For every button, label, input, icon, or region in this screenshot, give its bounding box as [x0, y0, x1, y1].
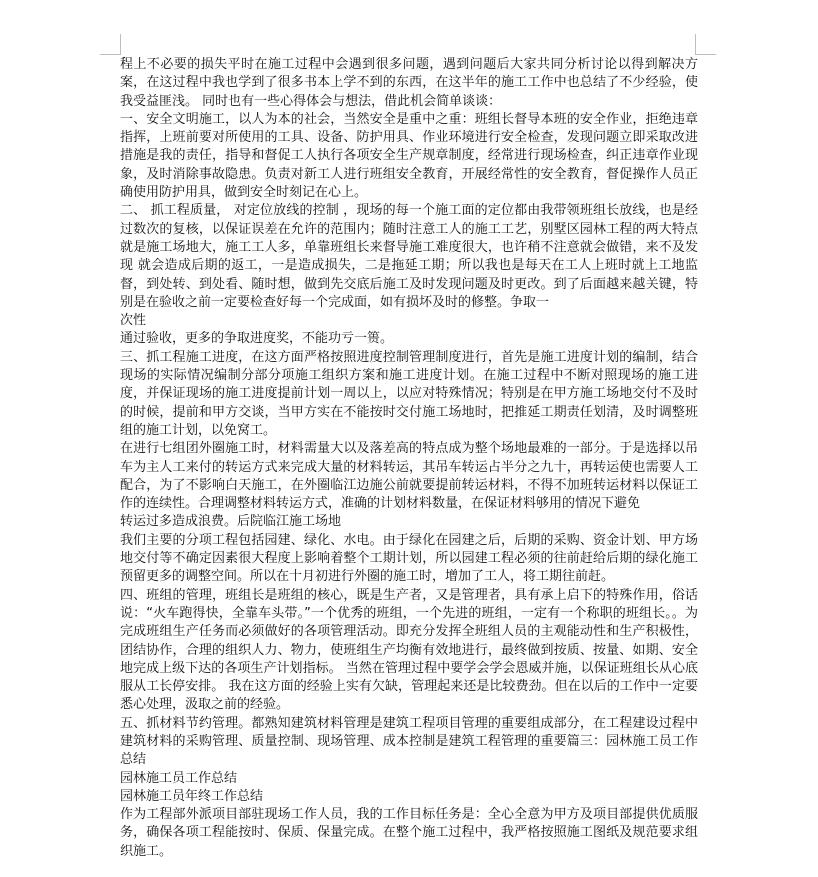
paragraph-material-saving: 五、抓材料节约管理。都熟知建筑材料管理是建筑工程项目管理的重要组成部分，在工程建设过程中建筑材料的采购管理、质量控制、现场管理、成本控制是建筑工程管理的重要篇三：园林施工员工作总结: [120, 715, 698, 768]
document-body: [120, 56, 698, 861]
paragraph-material-transport: 在进行七组团外圈施工时，材料需量大以及落差高的特点成为整个场地最难的一部分。于是选择以吊车为主人工来付的转运方式来完成大量的材料转运，其吊车转运占半分之九十，再转运使也需要人工配合，为了不影响白天施工，在外圈临江边施公前就要提前转运材料，不得不加班转运材料以保证工作的连续性。合理调整材料转运方式，准确的计划材料数量，在保证材料够用的情况下避免: [120, 441, 698, 512]
crop-mark-top-left: [100, 34, 121, 55]
paragraph-schedule: 三、抓工程施工进度，在这方面严格按照进度控制管理制度进行，首先是施工进度计划的编制，结合现场的实际情况编制分部分项施工组织方案和施工进度计划。在施工过程中不断对照现场的施工进度，并保证现场的施工进度提前计划一周以上，以应对特殊情况；特别是在甲方施工场地交付不及时的时候，提前和甲方交谈，当甲方实在不能按时交付施工场地时，把推延工期责任划清，及时调整班组的施工计划，以免窝工。: [120, 349, 698, 438]
paragraph-subprojects: 我们主要的分项工程包括园建、绿化、水电。由于绿化在园建之后，后期的采购、资金计划、甲方场地交付等不确定因素很大程度上影响着整个工期计划，所以园建工程必须的往前赶给后期的绿化施工预留更多的调整空间。所以在十月初进行外圈的施工时，增加了工人，将工期往前赶。: [120, 532, 698, 585]
paragraph-acceptance: 通过验收，更多的争取进度奖，不能功亏一篑。: [120, 331, 394, 347]
heading-work-summary: 园林施工员工作总结: [120, 770, 238, 786]
paragraph-team-management: 四、班组的管理，班组长是班组的核心，既是生产者，又是管理者，具有承上启下的特殊作用，俗话说：“火车跑得快，全靠车头带。”一个优秀的班组，一个先进的班组，一定有一个称职的班组长。。为完成班组生产任务而必须做好的各项管理活动。即充分发挥全班组人员的主观能动性和生产积极性，团结协作，合理的组织人力、物力，使班组生产均衡有效地进行，最终做到按质、按量、如期、安全地完成上级下达的各项生产计划指标。 当然在管理过程中要学会学会恩威并施，以保证班组长从心底服从工长停安排。 我在这方面的经验上实有欠缺，管理起来还是比较费劲。但在以后的工作中一定要悉心处理，汲取之前的经验。: [120, 587, 698, 713]
paragraph-safety: 一、安全文明施工，以人为本的社会，当然安全是重中之重：班组长督导本班的安全作业，拒绝违章指挥，上班前要对所使用的工具、设备、防护用具、作业环境进行安全检查，发现问题立即采取改进措施是我的责任，指导和督促工人执行各项安全生产规章制度，经常进行现场检查，纠正违章作业现象，及时消除事故隐患。负责对新工人进行班组安全教育，开展经常性的安全教育，督促操作人员正确使用防护用具，做到安全时刻记在心上。: [120, 111, 698, 201]
paragraph-intro: 程上不必要的损失平时在施工过程中会遇到很多问题，遇到问题后大家共同分析讨论以得到解决方案，在这过程中我也学到了很多书本上学不到的东西，在这半年的施工工作中也总结了不少经验，使我受益匪浅。 同时也有一些心得体会与想法，借此机会简单谈谈：: [120, 57, 698, 109]
paragraph-fragment-once: 次性: [120, 313, 147, 329]
heading-annual-summary: 园林施工员年终工作总结: [120, 788, 264, 804]
crop-mark-top-right: [695, 34, 716, 55]
paragraph-fragment-waste: 转运过多造成浪费。后院临江施工场地: [120, 514, 342, 530]
paragraph-quality: 二、 抓工程质量， 对定位放线的控制 ，现场的每一个施工面的定位都由我带领班组长放线，也是经过数次的复核，以保证误差在允许的范围内；随时注意工人的施工工艺，别墅区园林工程的两大特点就是施工场地大，施工工人多，单靠班组长来督导施工难度很大，也许稍不注意就会做错，来不及发现 就会造成后期的返工，一是造成损失，二是拖延工期；所以我也是每天在工人上班时就上工地监督，到处转、到处看、随时想，做到先交底后施工及时发现问题及时更改。到了后面越来越关键，特别是在验收之前一定要检查好每一个完成面，如有损坏及时的修整。争取一: [120, 203, 698, 310]
paragraph-role: 作为工程部外派项目部驻现场工作人员，我的工作目标任务是：全心全意为甲方及项目部提供优质服务，确保各项工程能按时、保质、保量完成。在整个施工过程中，我严格按照施工图纸及规范要求组织施工。: [120, 807, 698, 859]
